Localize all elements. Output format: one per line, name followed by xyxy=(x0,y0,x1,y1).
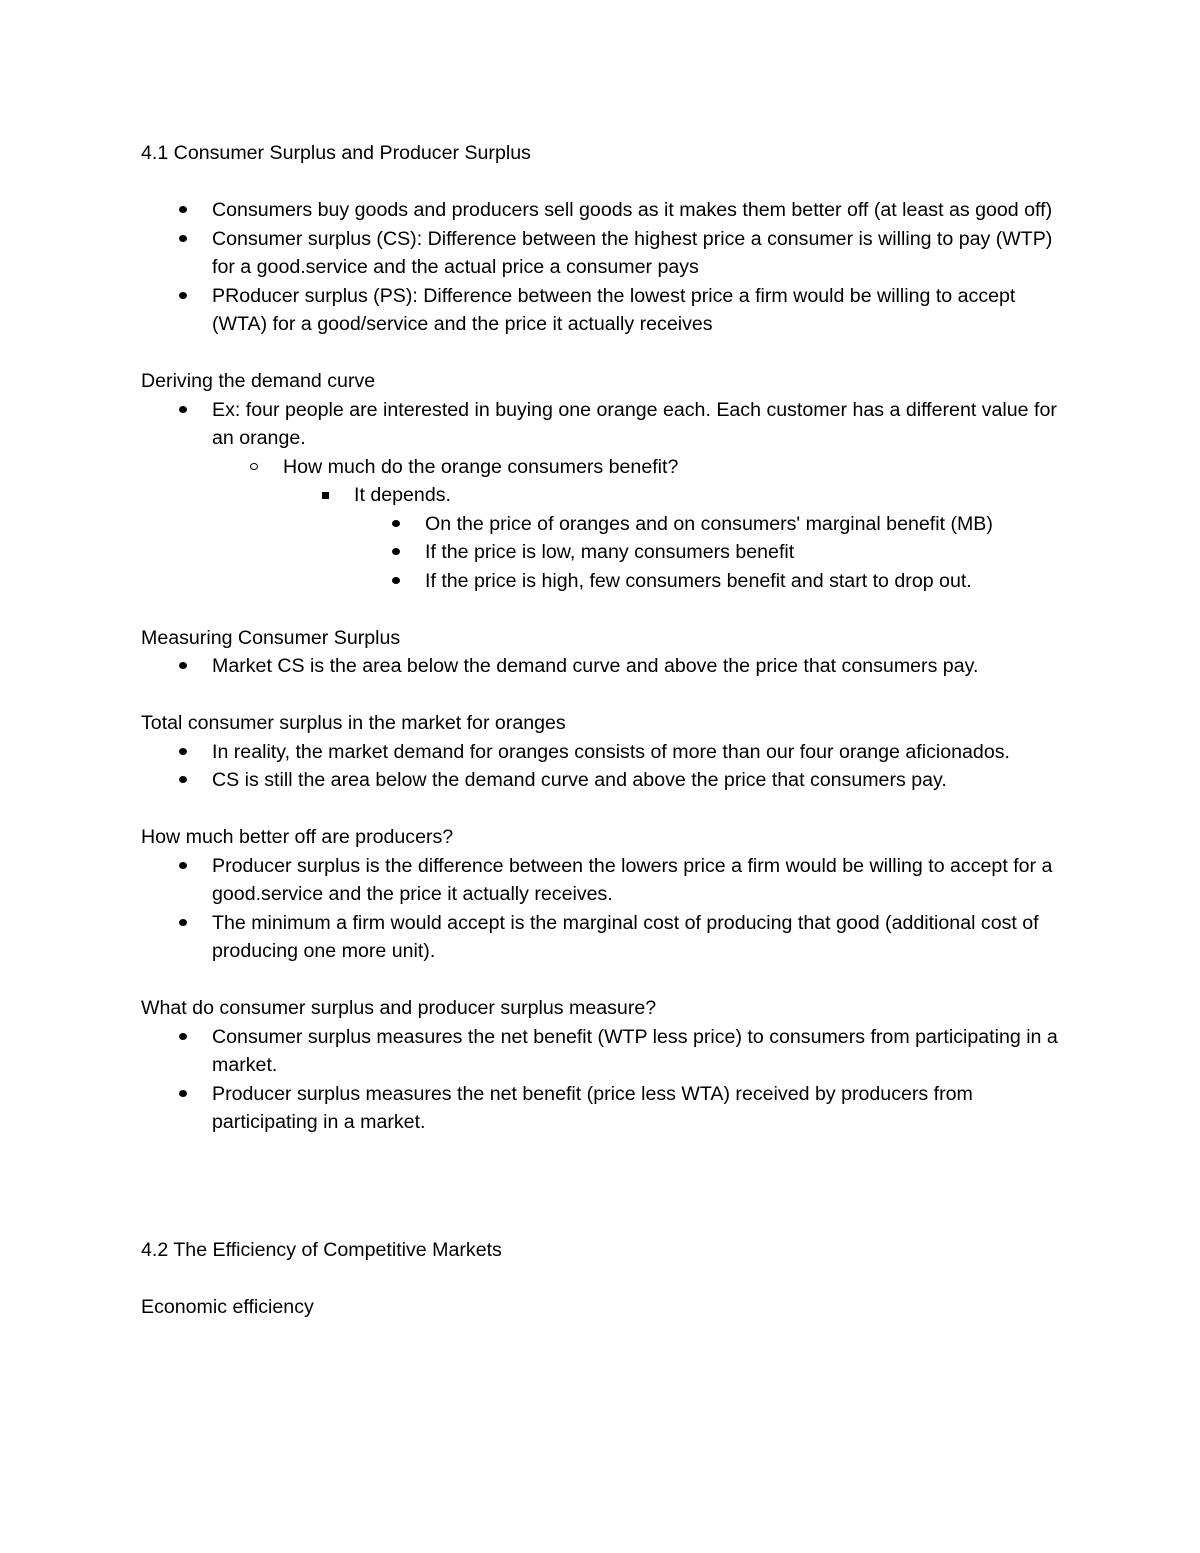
bullet-icon xyxy=(177,282,191,311)
bullet-icon xyxy=(177,396,191,425)
bullet-icon xyxy=(390,567,404,596)
economic-efficiency-heading: Economic efficiency xyxy=(141,1295,314,1318)
measuring-cs-heading: Measuring Consumer Surplus xyxy=(141,626,401,649)
list-item: In reality, the market demand for oranges consists of more than our four orange aficionados. xyxy=(141,738,1071,767)
bullet-icon xyxy=(177,738,191,767)
list-item: Consumer surplus measures the net benefit (WTP less price) to consumers from participating in a market. xyxy=(141,1023,1071,1080)
list-item: PRoducer surplus (PS): Difference between the lowest price a firm would be willing to accept (WTA) for a good/service and the price it actually receives xyxy=(141,282,1071,339)
bullet-icon xyxy=(390,510,404,539)
nested-list xyxy=(354,510,1071,596)
nested-list xyxy=(283,481,1071,595)
producers-bullet-list xyxy=(141,852,1071,966)
bullet-icon xyxy=(177,196,191,225)
list-item: If the price is low, many consumers benefit xyxy=(354,538,1071,567)
list-item: Consumers buy goods and producers sell goods as it makes them better off (at least as good off) xyxy=(141,196,1071,225)
total-bullet-list xyxy=(141,738,1071,795)
section-title-4-1: 4.1 Consumer Surplus and Producer Surplus xyxy=(141,142,531,164)
bullet-icon xyxy=(177,225,191,254)
list-item: It depends. On the price of oranges and on consumers' marginal benefit (MB) If the price is low, many consumers benefit If the price is high, few consumers benefit and start to drop out. xyxy=(283,481,1071,595)
document-body xyxy=(141,139,1071,1321)
list-item: Producer surplus is the difference between the lowers price a firm would be willing to accept for a good.service and the price it actually receives. xyxy=(141,852,1071,909)
bullet-icon xyxy=(177,1023,191,1052)
deriving-bullet-list xyxy=(141,396,1071,596)
deriving-demand-heading: Deriving the demand curve xyxy=(141,370,376,392)
bullet-icon xyxy=(177,652,191,681)
bullet-icon xyxy=(177,766,191,795)
section-title-4-2: 4.2 The Efficiency of Competitive Markets xyxy=(141,1238,502,1261)
list-item: The minimum a firm would accept is the marginal cost of producing that good (additional cost of producing one more unit). xyxy=(141,909,1071,966)
bullet-icon xyxy=(177,909,191,938)
list-item: Ex: four people are interested in buying one orange each. Each customer has a different value for an orange. How much do the orange consumers benefit? It depends. On the price of oranges and on consumers' marginal benefit (MB) If the price is low, many consumers benefit If the price is high, few consumers benefit and start to drop out. xyxy=(141,396,1071,596)
bullet-icon xyxy=(390,538,404,567)
list-item: Producer surplus measures the net benefit (price less WTA) received by producers from participating in a market. xyxy=(141,1080,1071,1137)
list-item: If the price is high, few consumers benefit and start to drop out. xyxy=(354,567,1071,596)
list-item: Consumer surplus (CS): Difference between the highest price a consumer is willing to pay (WTP) for a good.service and the actual price a consumer pays xyxy=(141,225,1071,282)
list-item: How much do the orange consumers benefit? It depends. On the price of oranges and on consumers' marginal benefit (MB) If the price is low, many consumers benefit If the price is high, few consumers benefit and start to drop out. xyxy=(212,453,1071,596)
measuring-bullet-list xyxy=(141,652,1071,681)
hollow-bullet-icon xyxy=(248,453,262,482)
square-bullet-icon xyxy=(319,481,333,510)
bullet-icon xyxy=(177,1080,191,1109)
list-item: Market CS is the area below the demand curve and above the price that consumers pay. xyxy=(141,652,1071,681)
nested-list xyxy=(212,453,1071,596)
list-item: CS is still the area below the demand curve and above the price that consumers pay. xyxy=(141,766,1071,795)
list-item: On the price of oranges and on consumers' marginal benefit (MB) xyxy=(354,510,1071,539)
measure-bullet-list xyxy=(141,1023,1071,1137)
total-cs-heading: Total consumer surplus in the market for oranges xyxy=(141,712,566,734)
measure-heading: What do consumer surplus and producer surplus measure? xyxy=(141,997,657,1019)
intro-bullet-list xyxy=(141,196,1071,339)
producers-heading: How much better off are producers? xyxy=(141,826,454,848)
bullet-icon xyxy=(177,852,191,881)
